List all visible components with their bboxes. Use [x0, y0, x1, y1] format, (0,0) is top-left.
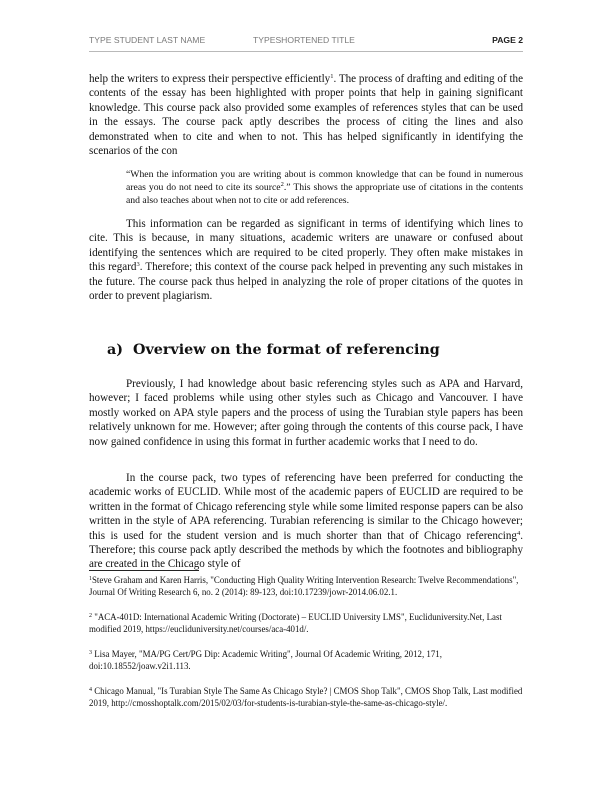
footnote-ref-2[interactable]: 2	[280, 181, 284, 189]
footnote-ref-1[interactable]: 1	[330, 73, 334, 80]
block-quote-text: “When the information you are writing about is common knowledge that can be found in numerous areas you do not need to cite its source	[126, 169, 523, 194]
paragraph-2-text-cont: . Therefore; this context of the course pack helped in preventing any such mistakes in the future. The course pack thus helped in analyzing the role of proper citations of the quotes in order to prevent plagiarism.	[89, 261, 523, 303]
paragraph-4-text-cont: . Therefore; this course pack aptly described the methods by which the footnotes and bibliography are created in the Chicago style of	[89, 529, 523, 571]
footnote-1-text: Steve Graham and Karen Harris, "Conducting High Quality Writing Intervention Research: Twelve Recommendations", Journal Of Writing Research 6, no. 2 (2014): 89-123, doi:10.17239/jowr-2014.06.02.1.	[89, 575, 519, 598]
footnote-3	[89, 648, 523, 672]
section-heading-number: a)	[107, 342, 124, 358]
footnote-2-mark: 2	[89, 613, 92, 619]
paragraph-4-text: In the course pack, two types of referencing have been preferred for conducting the academic works of EUCLID. While most of the academic papers of EUCLID are required to be written in the format of Chicago referencing style while some limited response papers can be also written in the style of APA referencing. Turabian referencing is similar to the Chicago however; this is used for the student version and is much shorter than that of Chicago referencing	[89, 472, 523, 542]
footnote-3-mark: 3	[89, 650, 92, 656]
paragraph-4	[89, 471, 523, 572]
footnote-ref-3[interactable]: 3	[136, 261, 140, 269]
footnote-ref-4[interactable]: 4	[516, 529, 521, 537]
paragraph-3: Previously, I had knowledge about basic referencing styles such as APA and Harvard, however; I faced problems while using other styles such as Chicago and Vancouver. I have mostly worked on APA style papers and the process of using the Turabian style papers has been relatively unknown for me. However; after going through the contents of this course pack, I have now gained confidence in using this format in further academic works that I need to do.	[89, 378, 523, 448]
header-page-number: PAGE 2	[492, 35, 523, 45]
page-header	[89, 35, 523, 49]
paragraph-1	[89, 72, 523, 158]
footnote-2	[89, 611, 523, 635]
block-quote-text-cont: .” This shows the appropriate use of citations in the contents and also teaches about when not to cite or add references.	[126, 182, 523, 207]
header-last-name: TYPE STUDENT LAST NAME	[89, 35, 206, 45]
paragraph-2	[89, 217, 523, 303]
header-divider	[89, 51, 523, 52]
section-heading-text: Overview on the format of referencing	[133, 342, 440, 358]
footnote-separator	[89, 570, 199, 571]
footnote-3-text: Lisa Mayer, "MA/PG Cert/PG Dip: Academic Writing", Journal Of Academic Writing, 2012, 171, doi:10.18552/joaw.v2i1.113.	[89, 649, 442, 672]
paragraph-1-text-cont: . The process of drafting and editing of the contents of the essay has been highlighted with proper points that help in gaining significant knowledge. This course pack also provided some examples of references styles that can be used in the essays. The course pack aptly describes the process of citing the lines and also demonstrated when to cite and when to not. This has helped significantly in identifying the scenarios of the con	[89, 73, 524, 158]
footnote-1	[89, 574, 523, 598]
paragraph-2-text: This information can be regarded as significant in terms of identifying which lines to cite. This is because, in many situations, academic writers are unaware or confused about identifying the sentences which are required to be cited properly. They often make mistakes in this regard	[89, 218, 523, 274]
footnote-1-mark: 1	[89, 576, 92, 582]
footnote-2-text: "ACA-401D: International Academic Writing (Doctorate) – EUCLID University LMS", Eucliduniversity.Net, Last modified 2019, https://eucliduniversity.net/courses/aca-401d/.	[89, 612, 502, 635]
footnote-4	[89, 685, 523, 709]
block-quote	[126, 168, 523, 207]
section-heading	[107, 342, 440, 358]
footnote-4-text: Chicago Manual, "Is Turabian Style The Same As Chicago Style? | CMOS Shop Talk", CMOS Shop Talk, Last modified 2019, http://cmosshoptalk.com/2015/02/03/for-students-is-turabian-style-the-same-as-chicago-style/.	[89, 686, 523, 709]
footnote-4-mark: 4	[89, 687, 92, 693]
paragraph-1-text: help the writers to express their perspective efficiently	[89, 73, 331, 85]
header-short-title: TYPESHORTENED TITLE	[253, 35, 355, 45]
